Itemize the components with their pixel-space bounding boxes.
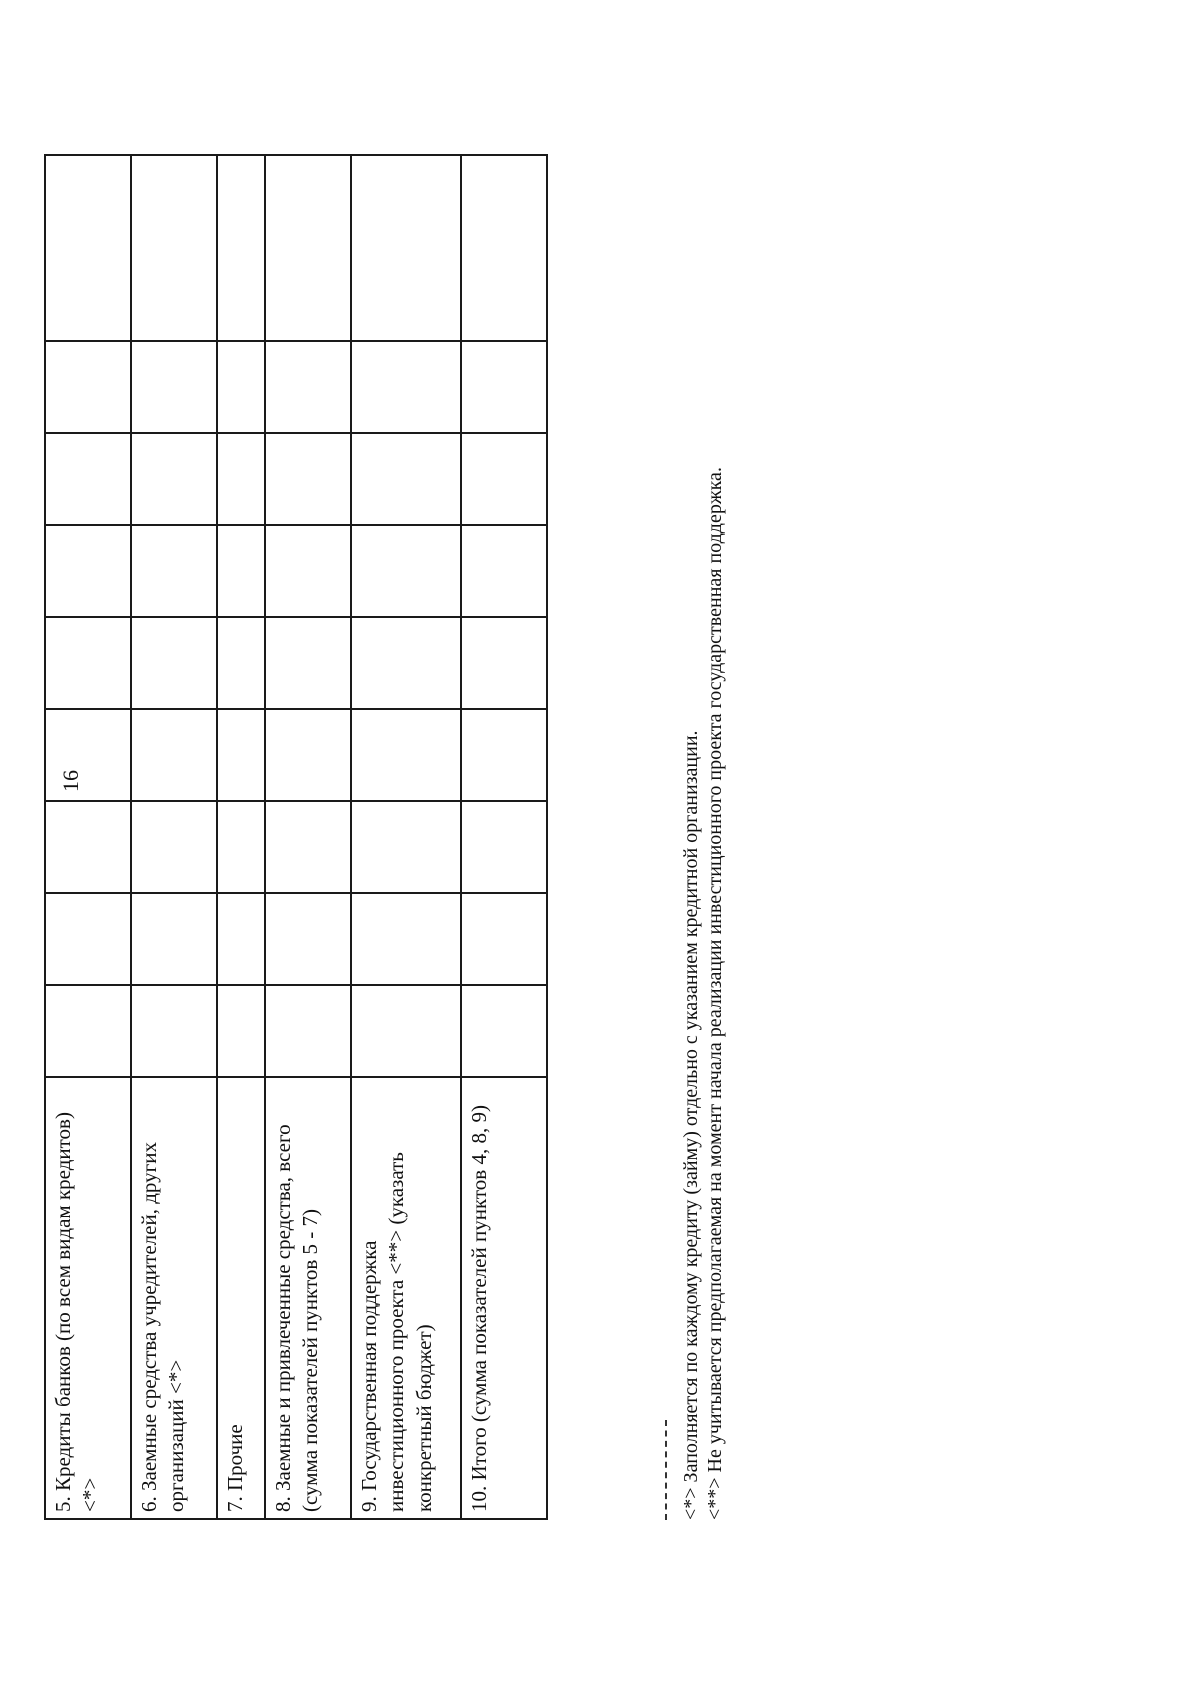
value-cell <box>131 617 217 709</box>
footnote-1: <*> Заполняется по каждому кредиту (займу) отдельно с указанием кредитной организации. <box>680 730 702 1520</box>
value-cell <box>351 617 461 709</box>
value-cell <box>217 893 265 985</box>
value-cell <box>217 985 265 1077</box>
value-cell <box>265 801 351 893</box>
value-cell <box>131 801 217 893</box>
footnotes <box>665 70 727 1520</box>
footnote-2: <**> Не учитывается предполагаемая на момент начала реализации инвестиционного проекта государственная поддержка. <box>704 467 726 1520</box>
funding-sources-table <box>44 154 548 1520</box>
row-label: 6. Заемные средства учредителей, других организаций <*> <box>131 1077 217 1519</box>
value-cell <box>45 893 131 985</box>
value-cell <box>217 525 265 617</box>
value-cell <box>461 155 547 341</box>
value-cell <box>461 801 547 893</box>
value-cell <box>45 617 131 709</box>
value-cell <box>265 341 351 433</box>
value-cell <box>131 985 217 1077</box>
value-cell <box>131 341 217 433</box>
row-label: 8. Заемные и привлеченные средства, всего (сумма показателей пунктов 5 - 7) <box>265 1077 351 1519</box>
value-cell <box>45 341 131 433</box>
page-number: 16 <box>58 770 83 792</box>
value-cell <box>45 525 131 617</box>
value-cell <box>265 617 351 709</box>
value-cell <box>265 525 351 617</box>
value-cell <box>131 433 217 525</box>
value-cell <box>217 341 265 433</box>
value-cell <box>351 709 461 801</box>
table-row <box>265 155 351 1519</box>
row-label: 7. Прочие <box>217 1077 265 1519</box>
value-cell <box>131 709 217 801</box>
row-label: 10. Итого (сумма показателей пунктов 4, 8, 9) <box>461 1077 547 1519</box>
value-cell <box>131 525 217 617</box>
row-label: 5. Кредиты банков (по всем видам кредитов) <*> <box>45 1077 131 1519</box>
value-cell <box>461 341 547 433</box>
value-cell <box>217 433 265 525</box>
value-cell <box>351 525 461 617</box>
footnote-separator <box>665 1420 667 1520</box>
table-row <box>217 155 265 1519</box>
value-cell <box>217 801 265 893</box>
value-cell <box>461 525 547 617</box>
value-cell <box>45 155 131 341</box>
value-cell <box>351 893 461 985</box>
value-cell <box>131 893 217 985</box>
value-cell <box>45 709 131 801</box>
value-cell <box>461 893 547 985</box>
value-cell <box>45 433 131 525</box>
value-cell <box>265 709 351 801</box>
value-cell <box>351 801 461 893</box>
value-cell <box>131 155 217 341</box>
value-cell <box>461 709 547 801</box>
value-cell <box>45 801 131 893</box>
value-cell <box>351 985 461 1077</box>
value-cell <box>461 985 547 1077</box>
table-row <box>461 155 547 1519</box>
value-cell <box>265 433 351 525</box>
value-cell <box>461 433 547 525</box>
row-label: 9. Государственная поддержка инвестиционного проекта <**> (указать конкретный бюджет) <box>351 1077 461 1519</box>
table-row <box>45 155 131 1519</box>
value-cell <box>45 985 131 1077</box>
table-row <box>131 155 217 1519</box>
value-cell <box>265 155 351 341</box>
value-cell <box>217 617 265 709</box>
value-cell <box>351 155 461 341</box>
value-cell <box>217 155 265 341</box>
value-cell <box>351 341 461 433</box>
value-cell <box>265 893 351 985</box>
value-cell <box>217 709 265 801</box>
table-row <box>351 155 461 1519</box>
value-cell <box>461 617 547 709</box>
value-cell <box>265 985 351 1077</box>
value-cell <box>351 433 461 525</box>
